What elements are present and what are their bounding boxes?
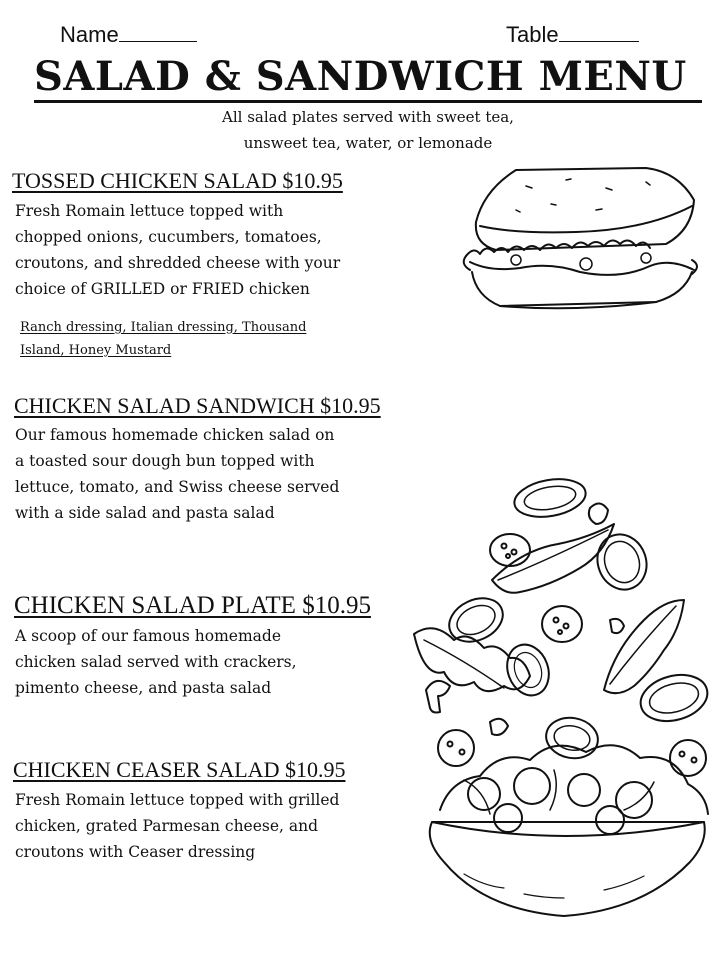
dressing-options-note (20, 316, 306, 362)
subtitle-line: unsweet tea, water, or lemonade (243, 134, 493, 152)
table-blank-line (559, 40, 639, 42)
table-label: Table (506, 22, 559, 47)
note-line: Island, Honey Mustard (20, 343, 172, 358)
description-line: chicken, grated Parmesan cheese, and (15, 817, 319, 835)
name-blank-line (119, 40, 197, 42)
item-heading-chicken-salad-plate: CHICKEN SALAD PLATE $10.95 (14, 592, 371, 619)
item-description-tossed-chicken-salad (15, 198, 340, 302)
item-heading-chicken-salad-sandwich: CHICKEN SALAD SANDWICH $10.95 (14, 393, 381, 418)
description-line: chicken salad served with crackers, (15, 653, 297, 671)
menu-subtitle (0, 104, 716, 156)
tomato-slice-icon (511, 474, 588, 522)
description-line: chopped onions, cucumbers, tomatoes, (15, 228, 322, 246)
description-line: Fresh Romain lettuce topped with (15, 202, 284, 220)
item-description-chicken-salad-plate (15, 623, 297, 701)
menu-title: SALAD & SANDWICH MENU (34, 54, 702, 103)
description-line: Our famous homemade chicken salad on (15, 426, 335, 444)
table-field (506, 22, 639, 48)
description-line: croutons with Ceaser dressing (15, 843, 256, 861)
description-line: croutons, and shredded cheese with your (15, 254, 341, 272)
item-description-chicken-ceaser-salad (15, 787, 339, 865)
description-line: pimento cheese, and pasta salad (15, 679, 272, 697)
falling-salad-bowl-illustration (404, 470, 716, 950)
subtitle-line: All salad plates served with sweet tea, (222, 108, 514, 126)
name-label: Name (60, 22, 119, 47)
item-heading-tossed-chicken-salad: TOSSED CHICKEN SALAD $10.95 (12, 168, 343, 193)
item-heading-chicken-ceaser-salad: CHICKEN CEASER SALAD $10.95 (13, 757, 346, 782)
description-line: choice of GRILLED or FRIED chicken (15, 280, 310, 298)
note-line: Ranch dressing, Italian dressing, Thousand (20, 320, 307, 335)
description-line: A scoop of our famous homemade (15, 627, 282, 645)
description-line: with a side salad and pasta salad (15, 504, 275, 522)
description-line: Fresh Romain lettuce topped with grilled (15, 791, 340, 809)
sandwich-illustration (456, 160, 706, 320)
item-description-chicken-salad-sandwich (15, 422, 339, 526)
description-line: lettuce, tomato, and Swiss cheese served (15, 478, 340, 496)
description-line: a toasted sour dough bun topped with (15, 452, 315, 470)
name-field (60, 22, 197, 48)
